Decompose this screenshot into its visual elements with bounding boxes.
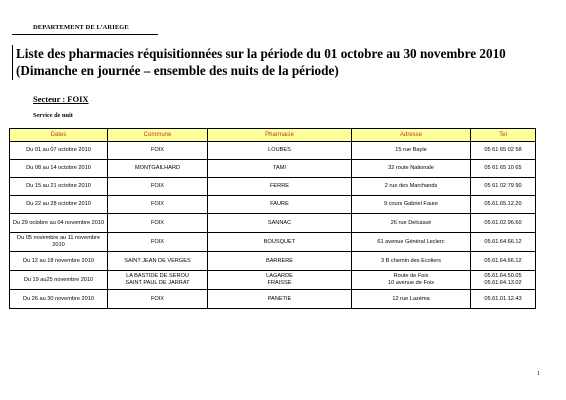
cell-pharmacie: SANNAC (208, 214, 352, 233)
cell-adresse: 32 route Nationale (352, 160, 471, 178)
column-header-tel: Tel (471, 129, 536, 142)
cell-dates: Du 26 au 30 novembre 2010 (10, 290, 108, 309)
cell-pharmacie: BARRERE (208, 252, 352, 271)
table-row (10, 196, 536, 214)
cell-tel: 05 61 02 79 90 (471, 178, 536, 196)
pharmacie-line: LAGARDE (266, 273, 293, 280)
cell-dates: Du 22 au 28 octobre 2010 (10, 196, 108, 214)
column-header-dates: Dates (10, 129, 108, 142)
cell-commune: FOIX (108, 178, 208, 196)
pharmacie-line: FRAISSE (267, 280, 292, 286)
pharmacy-table (9, 128, 536, 309)
cell-adresse: 9 cours Gabriel Faure (352, 196, 471, 214)
cell-commune: FOIX (108, 233, 208, 252)
cell-tel: 05.61.02.96.60 (471, 214, 536, 233)
adresse-line: 10 avenue de Foix (387, 280, 435, 286)
table-row (10, 271, 536, 290)
table-row (10, 252, 536, 271)
cell-tel (471, 271, 536, 290)
cell-tel: 05.61.64.66.12 (471, 233, 536, 252)
document-title-line2: (Dimanche en journée – ensemble des nuits de la période) (16, 63, 339, 78)
cell-adresse (352, 271, 471, 290)
table-row (10, 178, 536, 196)
cell-commune (108, 271, 208, 290)
column-header-adresse: Adresse (352, 129, 471, 142)
commune-line: LA BASTIDE DE SEROU (126, 273, 189, 280)
commune-line: SAINT PAUL DE JARRAT (125, 280, 190, 286)
cell-pharmacie: LOUBES (208, 142, 352, 160)
cell-commune: FOIX (108, 196, 208, 214)
table-row (10, 290, 536, 309)
column-header-pharmacie: Pharmacie (208, 129, 352, 142)
cell-commune: FOIX (108, 142, 208, 160)
cell-dates: Du 19 au25 novembre 2010 (10, 271, 108, 290)
cell-commune: SAINT JEAN DE VERGES (108, 252, 208, 271)
document-title-line1: Liste des pharmacies réquisitionnées sur la période du 01 octobre au 30 novembre 2010 (16, 46, 506, 61)
cell-adresse: 15 rue Bayle (352, 142, 471, 160)
cell-pharmacie: PANETIE (208, 290, 352, 309)
department-underline (12, 34, 158, 35)
cell-tel: 05.61.64.66.12 (471, 252, 536, 271)
cell-dates: Du 08 au 14 octobre 2010 (10, 160, 108, 178)
cell-commune: MONTGAILHARD (108, 160, 208, 178)
cell-adresse: 26 rue Delcassé (352, 214, 471, 233)
cell-pharmacie: FAURE (208, 196, 352, 214)
service-label: Service de nuit (33, 112, 73, 119)
cell-adresse: 61 avenue Général Leclerc (352, 233, 471, 252)
cell-tel: 05.61.01.12.43 (471, 290, 536, 309)
cell-adresse: 12 rue Lazéma (352, 290, 471, 309)
table-row (10, 214, 536, 233)
cell-pharmacie: FERRE (208, 178, 352, 196)
cell-adresse: 2 rue des Marchands (352, 178, 471, 196)
cell-pharmacie: TAMI (208, 160, 352, 178)
adresse-line: Route de Foix (393, 273, 429, 280)
page-number: 1 (537, 371, 540, 377)
tel-line: 05.61.64.50.05 (484, 273, 522, 280)
cell-dates: Du 12 au 18 novembre 2010 (10, 252, 108, 271)
cell-tel: 05 61 65 10 65 (471, 160, 536, 178)
table-row (10, 160, 536, 178)
sector-label: Secteur : FOIX (33, 94, 89, 104)
cell-dates: Du 01 au 07 octobre 2010 (10, 142, 108, 160)
tel-line: 05.61.64.13.02 (484, 280, 522, 286)
cell-pharmacie: BOUSQUET (208, 233, 352, 252)
cell-tel: 05 61 65 02 58 (471, 142, 536, 160)
cell-adresse: 3 B chemin des Ecoliers (352, 252, 471, 271)
cell-dates: Du 15 au 21 octobre 2010 (10, 178, 108, 196)
cell-commune: FOIX (108, 214, 208, 233)
table-header-row (10, 129, 536, 142)
cell-commune: FOIX (108, 290, 208, 309)
column-header-commune: Commune (108, 129, 208, 142)
cell-dates: Du 05 novembre au 11 novembre 2010 (10, 233, 108, 252)
cell-tel: 05.61.65.12.20 (471, 196, 536, 214)
cell-dates: Du 29 octobre au 04 novembre 2010 (10, 214, 108, 233)
department-header: DEPARTEMENT DE L’ARIEGE (33, 24, 129, 31)
table-row (10, 142, 536, 160)
cell-pharmacie (208, 271, 352, 290)
table-row (10, 233, 536, 252)
